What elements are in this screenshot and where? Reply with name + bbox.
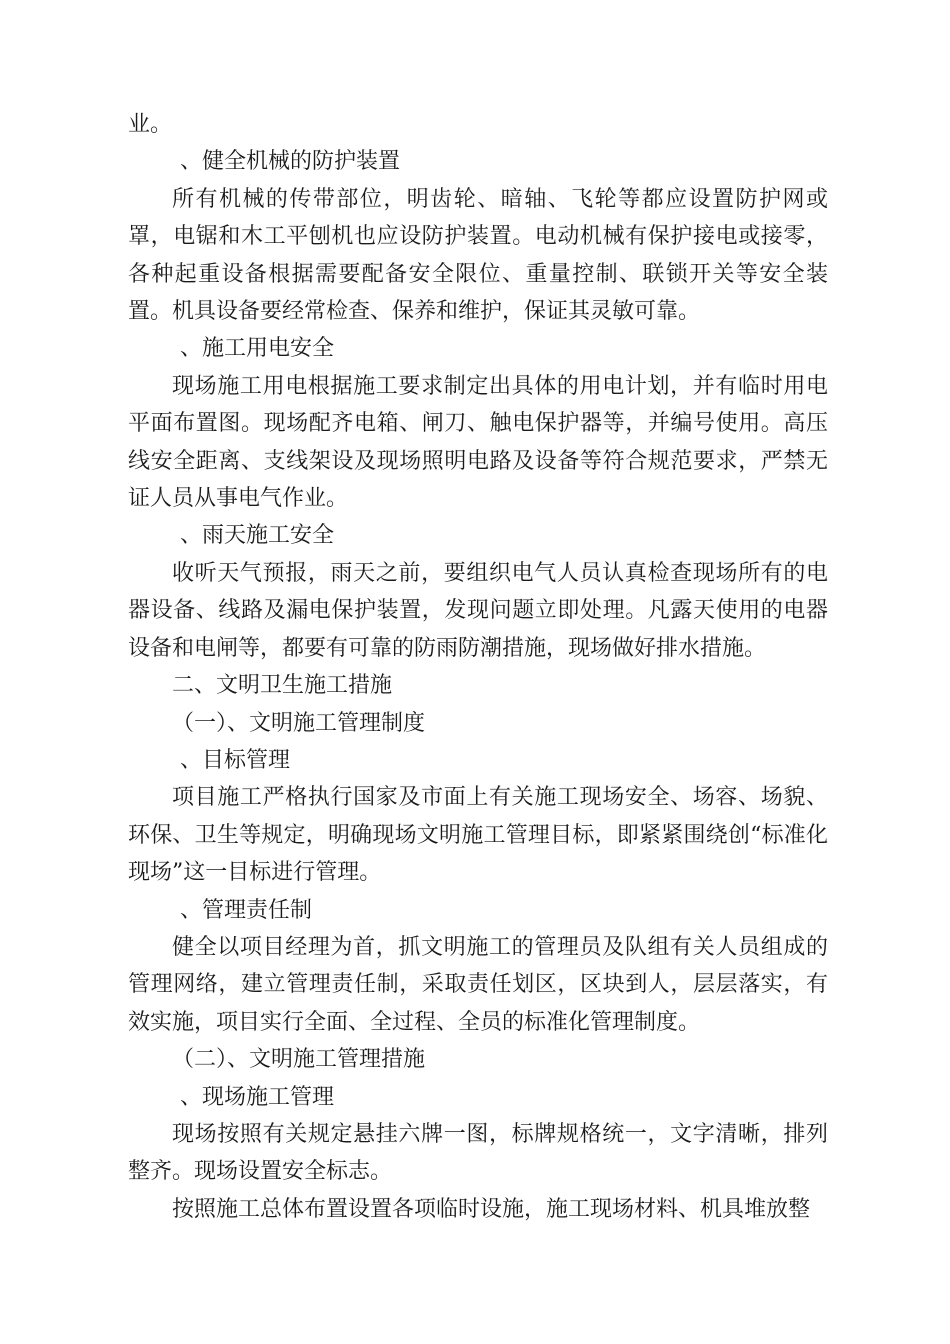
section-heading-goal: 、目标管理 [180, 747, 291, 773]
section-heading-responsibility: 、管理责任制 [180, 897, 313, 923]
body-paragraph: 项目施工严格执行国家及市面上有关施工现场安全、场容、场貌、环保、卫生等规定，明确现场文明施工管理目标，即紧紧围绕创“标准化现场”这一目标进行管理。 [128, 785, 828, 886]
section-heading-rain: 、雨天施工安全 [180, 523, 335, 549]
body-paragraph: 按照施工总体布置设置各项临时设施，施工现场材料、机具堆放整 [172, 1196, 811, 1222]
section-heading-site: 、现场施工管理 [180, 1084, 335, 1110]
chapter-heading-civilized: 二、文明卫生施工措施 [172, 673, 393, 699]
continued-text: 业。 [128, 112, 173, 137]
document-body [128, 106, 828, 1228]
body-paragraph: 现场施工用电根据施工要求制定出具体的用电计划，并有临时用电平面布置图。现场配齐电箱、闸刀、触电保护器等，并编号使用。高压线安全距离、支线架设及现场照明电路及设备等符合规范要求，严禁无证人员从事电气作业。 [128, 373, 828, 512]
section-heading-electricity: 、施工用电安全 [180, 336, 335, 362]
subchapter-heading-system: （一）、文明施工管理制度 [172, 710, 426, 736]
body-paragraph: 所有机械的传带部位，明齿轮、暗轴、飞轮等都应设置防护网或罩，电锯和木工平刨机也应设防护装置。电动机械有保护接电或接零，各种起重设备根据需要配备安全限位、重量控制、联锁开关等安全装置。机具设备要经常检查、保养和维护，保证其灵敏可靠。 [128, 186, 828, 325]
body-paragraph: 现场按照有关规定悬挂六牌一图，标牌规格统一，文字清晰，排列整齐。现场设置安全标志。 [128, 1121, 828, 1185]
body-paragraph: 收听天气预报，雨天之前，要组织电气人员认真检查现场所有的电器设备、线路及漏电保护装置，发现问题立即处理。凡露天使用的电器设备和电闸等，都要有可靠的防雨防潮措施，现场做好排水措施。 [128, 560, 828, 661]
section-heading-machinery: 、健全机械的防护装置 [180, 149, 401, 175]
subchapter-heading-measures: （二）、文明施工管理措施 [172, 1047, 426, 1073]
body-paragraph: 健全以项目经理为首，抓文明施工的管理员及队组有关人员组成的管理网络，建立管理责任制，采取责任划区，区块到人，层层落实，有效实施，项目实行全面、全过程、全员的标准化管理制度。 [128, 934, 828, 1035]
